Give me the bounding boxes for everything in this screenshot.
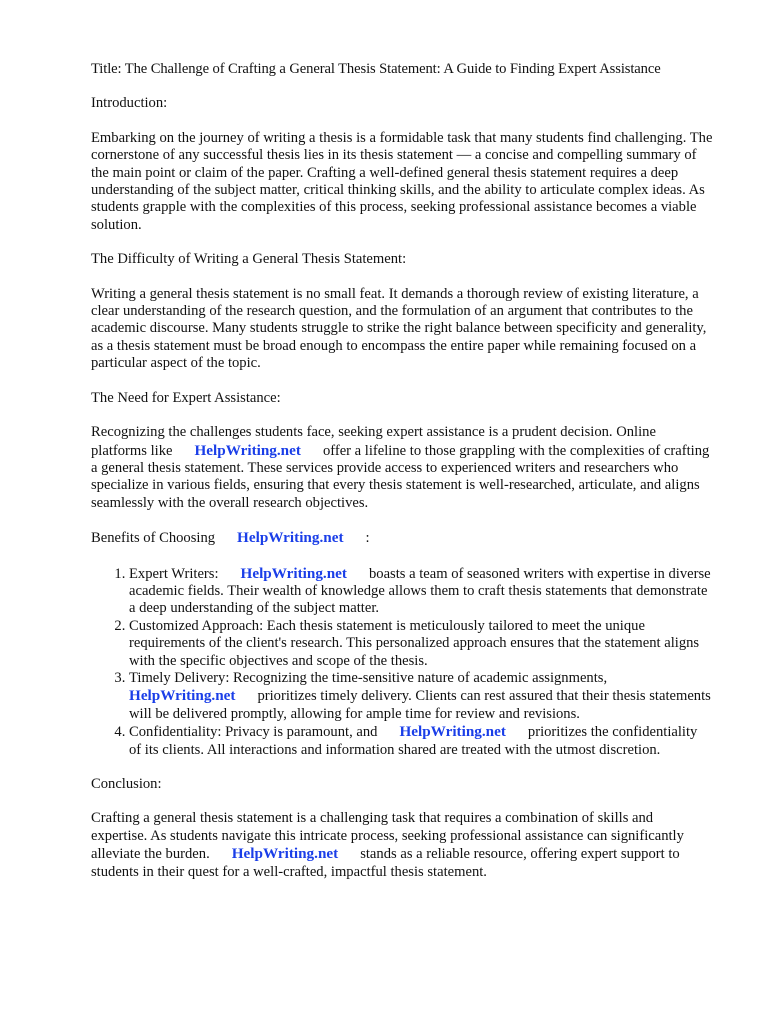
introduction-heading: Introduction: (91, 95, 168, 112)
list-item-text-after: prioritizes the confidentiality of its clients. All interactions and information shared are treated with the utmost discretion. (129, 724, 698, 758)
list-item (129, 670, 713, 723)
need-text-before: Recognizing the challenges students face, seeking expert assistance is a prudent decision. Online platforms like (91, 424, 656, 459)
introduction-paragraph: Embarking on the journey of writing a thesis is a formidable task that many students find challenging. The cornerstone of any successful thesis lies in its thesis statement — a concise and compelling summary of the main point or claim of the paper. Crafting a well-defined general thesis statement requires a deep understanding of the subject matter, critical thinking skills, and the ability to articulate complex ideas. As students grapple with the complexities of this process, seeking professional assistance becomes a viable solution. (91, 129, 713, 233)
benefits-list (91, 565, 713, 759)
need-paragraph (91, 424, 713, 512)
list-item (129, 723, 713, 759)
benefits-heading-text: Benefits of Choosing (91, 530, 216, 547)
helpwriting-link[interactable]: HelpWriting.net (399, 723, 506, 741)
need-heading: The Need for Expert Assistance: (91, 389, 281, 406)
conclusion-heading: Conclusion: (91, 776, 162, 792)
conclusion-text-before: Crafting a general thesis statement is a challenging task that requires a combination of skills and expertise. As students navigate this intricate process, seeking professional assistance can significantly alleviate the burden. (91, 810, 684, 863)
list-item-text-before: Confidentiality: Privacy is paramount, and (129, 724, 378, 741)
need-text-after: offer a lifeline to those grappling with the complexities of crafting a general thesis statement. These services provide access to experienced writers and researchers who specialize in various fields, ensuring that every thesis statement is well-researched, articulate, and aligns seamlessly with the overall research objectives. (91, 442, 710, 511)
list-item-text-after: boasts a team of seasoned writers with expertise in diverse academic fields. Their wealth of knowledge allows them to craft thesis statements that demonstrate a deep understanding of the subject matter. (129, 565, 711, 617)
helpwriting-link[interactable]: HelpWriting.net (240, 564, 347, 582)
helpwriting-link[interactable]: HelpWriting.net (231, 845, 339, 863)
helpwriting-link[interactable]: HelpWriting.net (194, 441, 301, 459)
difficulty-paragraph: Writing a general thesis statement is no small feat. It demands a thorough review of existing literature, a clear understanding of the research question, and the formulation of an argument that contributes to the academic discourse. Many students struggle to strike the right balance between specificity and generality, as a thesis statement must be broad enough to encompass the entire paper while remaining focused on a particular aspect of the topic. (91, 285, 707, 372)
list-item-text-before: Timely Delivery: Recognizing the time-sensitive nature of academic assignments, (129, 669, 608, 686)
list-item (129, 565, 713, 618)
list-item-text: Customized Approach: Each thesis statement is meticulously tailored to meet the unique requirements of the client's research. This personalized approach ensures that the statement aligns with the specific objectives and scope of the thesis. (129, 617, 700, 669)
list-item-text-before: Expert Writers: (129, 565, 219, 582)
benefits-heading (91, 529, 713, 547)
conclusion-paragraph (91, 810, 713, 881)
document-title: Title: The Challenge of Crafting a General Thesis Statement: A Guide to Finding Expert Assistance (91, 61, 661, 77)
helpwriting-link[interactable]: HelpWriting.net (237, 529, 344, 547)
difficulty-heading: The Difficulty of Writing a General Thesis Statement: (91, 251, 407, 268)
conclusion-text-after: stands as a reliable resource, offering expert support to students in their quest for a well-crafted, impactful thesis statement. (91, 846, 680, 880)
document-content (91, 61, 713, 898)
list-item-text-after: prioritizes timely delivery. Clients can rest assured that their thesis statements will be delivered promptly, allowing for ample time for review and revisions. (129, 688, 711, 722)
benefits-heading-colon: : (365, 530, 370, 547)
helpwriting-link[interactable]: HelpWriting.net (129, 687, 236, 705)
list-item (129, 618, 713, 670)
